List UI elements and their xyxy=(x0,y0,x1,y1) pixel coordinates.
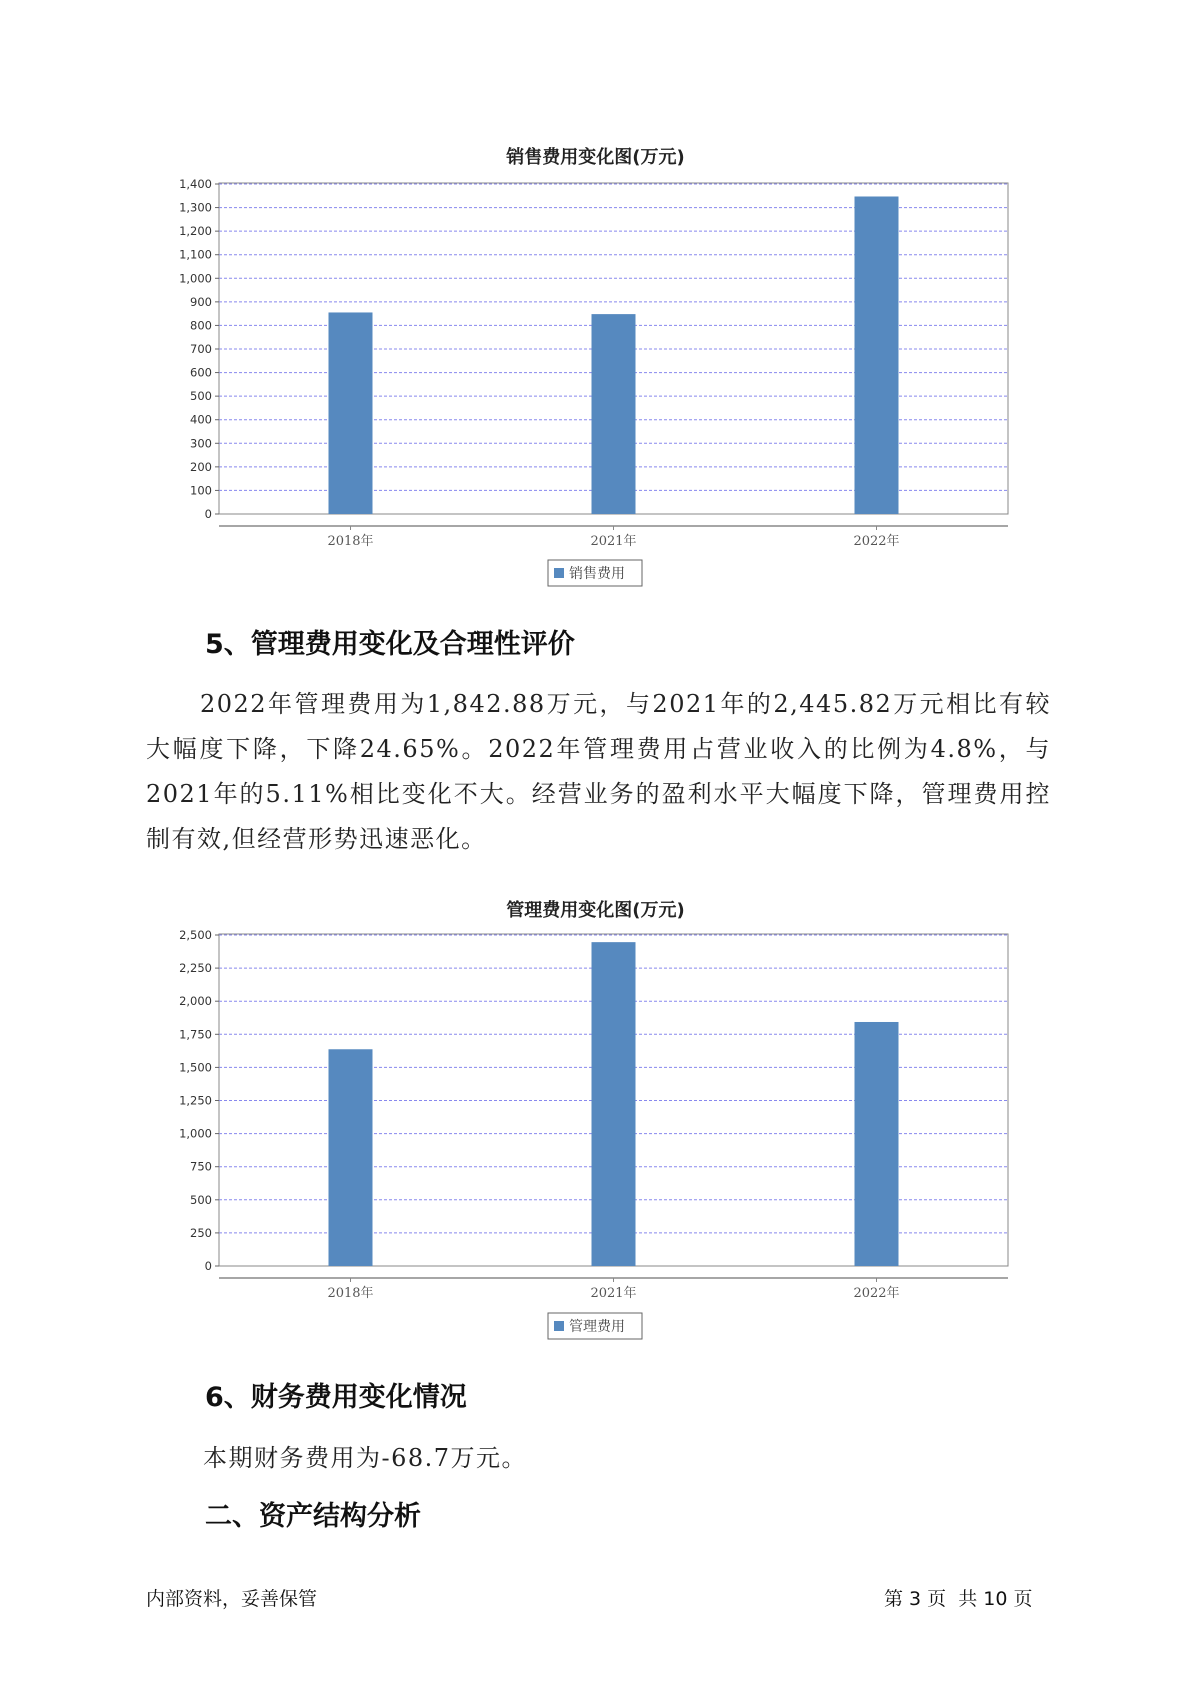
y-tick-label: 1,200 xyxy=(179,224,212,239)
y-tick-label: 250 xyxy=(190,1225,212,1240)
legend-label: 管理费用 xyxy=(569,1319,625,1335)
y-tick-label: 500 xyxy=(190,1192,212,1207)
mgmt-paragraph: 2022年管理费用为1,842.88万元，与2021年的2,445.82万元相比有较大幅度下降，下降24.65%。2022年管理费用占营业收入的比例为4.8%，与2021年的5.11%相比变化不大。经营业务的盈利水平大幅度下降，管理费用控制有效,但经营形势迅速恶化。 xyxy=(146,690,1051,853)
y-tick-label: 1,500 xyxy=(179,1060,212,1075)
section-heading-assets: 二、资产结构分析 xyxy=(205,1501,421,1532)
y-tick-label: 300 xyxy=(190,436,212,451)
legend-swatch xyxy=(554,1321,564,1331)
y-tick-label: 2,250 xyxy=(179,961,212,976)
y-tick-label: 500 xyxy=(190,389,212,404)
y-tick-label: 800 xyxy=(190,318,212,333)
y-tick-label: 1,750 xyxy=(179,1027,212,1042)
y-tick-label: 1,000 xyxy=(179,1126,212,1141)
y-tick-label: 1,000 xyxy=(179,271,212,286)
y-tick-label: 400 xyxy=(190,412,212,427)
y-tick-label: 750 xyxy=(190,1159,212,1174)
y-tick-label: 0 xyxy=(204,507,212,521)
bar xyxy=(329,1049,373,1266)
y-tick-label: 1,300 xyxy=(179,200,212,215)
chart-title-sales: 销售费用变化图(万元) xyxy=(506,147,685,168)
section-heading-finance: 6、财务费用变化情况 xyxy=(205,1382,467,1413)
bar xyxy=(855,1022,899,1266)
y-tick-label: 200 xyxy=(190,459,212,474)
x-tick-label: 2022年 xyxy=(853,534,900,549)
x-tick-label: 2018年 xyxy=(327,1286,374,1301)
y-tick-label: 1,250 xyxy=(179,1093,212,1108)
legend-label: 销售费用 xyxy=(569,566,625,582)
y-tick-label: 2,500 xyxy=(179,928,212,942)
x-tick-label: 2021年 xyxy=(590,1286,637,1301)
footer-confidential: 内部资料，妥善保管 xyxy=(146,1588,318,1610)
x-tick-label: 2018年 xyxy=(327,534,374,549)
y-tick-label: 0 xyxy=(204,1259,212,1273)
x-tick-label: 2022年 xyxy=(853,1286,900,1301)
y-tick-label: 1,100 xyxy=(179,247,212,262)
footer-page-number: 第 3 页 共 10 页 xyxy=(884,1588,1033,1610)
x-tick-label: 2021年 xyxy=(590,534,637,549)
y-tick-label: 900 xyxy=(190,294,212,309)
bar xyxy=(592,942,636,1266)
section-heading-mgmt: 5、管理费用变化及合理性评价 xyxy=(205,629,575,660)
y-tick-label: 700 xyxy=(190,342,212,356)
chart-title-mgmt: 管理费用变化图(万元) xyxy=(506,900,685,921)
y-tick-label: 100 xyxy=(190,483,212,498)
y-tick-label: 600 xyxy=(190,365,212,380)
y-tick-label: 1,400 xyxy=(179,177,212,191)
finance-paragraph: 本期财务费用为-68.7万元。 xyxy=(203,1444,528,1472)
y-tick-label: 2,000 xyxy=(179,994,212,1009)
